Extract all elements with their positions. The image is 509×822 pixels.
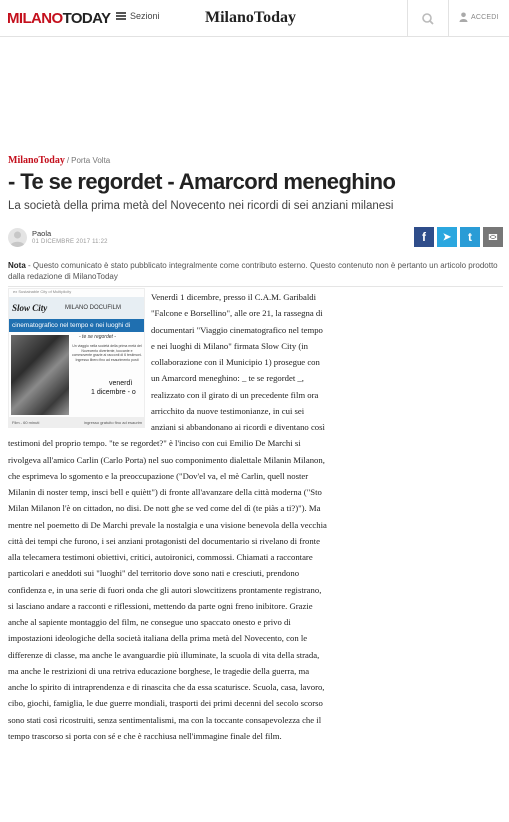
poster-footer-left: Film - 60 minuti [12, 420, 40, 425]
header-divider [407, 0, 408, 36]
twitter-icon: t [468, 230, 472, 244]
breadcrumb-section[interactable]: Porta Volta [71, 156, 111, 165]
article-body-text: Venerdì 1 dicembre, presso il C.A.M. Garibaldi "Falcone e Borsellino", alle ore 21, la rassegna di documentari "Viaggio cinematografico nel tempo e nei luoghi di Milano" firmata Slow City (in collaborazione con il Municipio 1) prosegue con un Amarcord meneghino: _ te se regordet _, realizzato con il girato di un precedente film ora arricchito da nuove testimonianze, in cui sei anziani si abbandonano ai ricordi e diventano così testimoni del proprio tempo. "te se regordet?" è l'inciso con cui Emilio De Marchi si rivolgeva all'amico Carlin (Carlo Porta) nel suo componimento dialettale Milanin Milanon, che esprimeva lo sgomento e la preoccupazione ("Dov'el va, el mè Carlin, quell noster Milanin di noster temp, insci bell e quiètt") di fronte all'avanzare della città moderna ("Sto Milan Milanon l'è on cittadon, no disi. De nott ghe se ved come del dì (te piàs a ti?)"). Ma mentre nel poemetto di De Marchi prevale la nostalgia e una visione benevola della vecchia città dei tempi che furono, i sei anziani protagonisti del documentario si rivelano di fronte alla telecamera testimoni obiettivi, critici, autoironici, commossi. Chiamati a raccontare particolari e aneddoti sui "luoghi" del territorio dove sono nati e cresciuti, prendono confidenza e, in una serie di fuori onda che gli autori slowcitizens prontamente registrano, si lasciano andare a racconti e riflessioni, mettendo da parte ogni freno inibitore. Grazie anche al sapiente montaggio del film, ne consegue uno spaccato onesto e privo di impostazioni ideologiche della società italiana della prima metà del Novecento, con le differenze di classe, ma anche le avanguardie più illuminate, la scuola di vita della strada, ma anche le restrizioni di una retriva educazione borghese, le tragedie della guerra, ma anche lo spirito di intraprendenza e di rinascita che da essa scaturisce. Scuola, casa, lavoro, cibo, giochi, famiglia, le due guerre mondiali, trasporti dei primi decenni del secolo scorso sono stati così ricostruiti, senza sentimentalismi, ma con la toccante consapevolezza che il tempo trascorso si porta con sé e che è racchiusa nell'immagine finale del film. [8, 292, 327, 741]
telegram-share-button[interactable] [437, 227, 457, 247]
user-icon [459, 12, 468, 22]
twitter-share-button[interactable] [460, 227, 480, 247]
breadcrumb-separator: / [66, 156, 70, 165]
header-title[interactable]: MilanoToday [205, 9, 296, 26]
poster-tagline: - te se regordet - [79, 334, 116, 340]
mail-icon: ✉ [488, 231, 498, 244]
poster-logo: Slow City [12, 303, 48, 313]
site-logo[interactable] [7, 10, 110, 27]
poster-top-text: ex Sustainable City of Multiplicity [13, 289, 72, 294]
poster-footer-right: ingresso gratuito fino ad esaurim [83, 420, 142, 425]
hamburger-icon [116, 12, 126, 20]
sections-menu-button[interactable] [116, 11, 160, 21]
poster-date: 1 dicembre - o [91, 389, 136, 396]
user-avatar-icon [8, 228, 27, 247]
mail-share-button[interactable] [483, 227, 503, 247]
share-buttons [414, 227, 503, 247]
image-float-spacer [8, 289, 151, 431]
login-button[interactable] [459, 12, 499, 22]
poster-docufilm: MILANO DOCUFILM [65, 305, 122, 311]
facebook-share-button[interactable] [414, 227, 434, 247]
breadcrumb [8, 155, 110, 166]
logo-part-today: TODAY [62, 10, 111, 27]
facebook-icon: f [422, 230, 426, 244]
section-divider [8, 286, 503, 287]
publish-date: 01 DICEMBRE 2017 11:22 [32, 239, 108, 245]
author-row [8, 227, 503, 253]
author-name[interactable]: Paola [32, 229, 52, 238]
telegram-icon: ➤ [442, 231, 452, 243]
poster-day: venerdì [109, 380, 133, 387]
header-divider [448, 0, 449, 36]
poster-small-text: Un viaggio nella società della prima metà del Novecento divertente, toccante e commovente grazie ai racconti di 6 testimoni. Ingresso libero fino ad esaurimento posti [71, 344, 143, 362]
disclaimer-note [8, 260, 503, 282]
article-title: - Te se regordet - Amarcord meneghino [8, 169, 396, 194]
article-body [8, 289, 328, 744]
login-label: ACCEDI [471, 13, 499, 21]
search-icon [418, 10, 438, 28]
note-text: - Questo comunicato è stato pubblicato integralmente come contributo esterno. Questo contenuto non è pertanto un articolo prodotto dalla redazione di MilanoToday [8, 261, 498, 281]
note-label: Nota [8, 261, 26, 270]
article-subtitle: La società della prima metà del Novecento nei ricordi di sei anziani milanesi [8, 200, 394, 212]
top-bar [0, 0, 509, 37]
search-button[interactable] [418, 10, 438, 28]
sections-menu-label: Sezioni [130, 11, 160, 21]
poster-band: cinematografico nel tempo e nei luoghi di [9, 319, 144, 332]
logo-part-milano: MILANO [7, 10, 63, 27]
avatar [8, 228, 27, 247]
breadcrumb-home[interactable]: MilanoToday [8, 155, 65, 166]
